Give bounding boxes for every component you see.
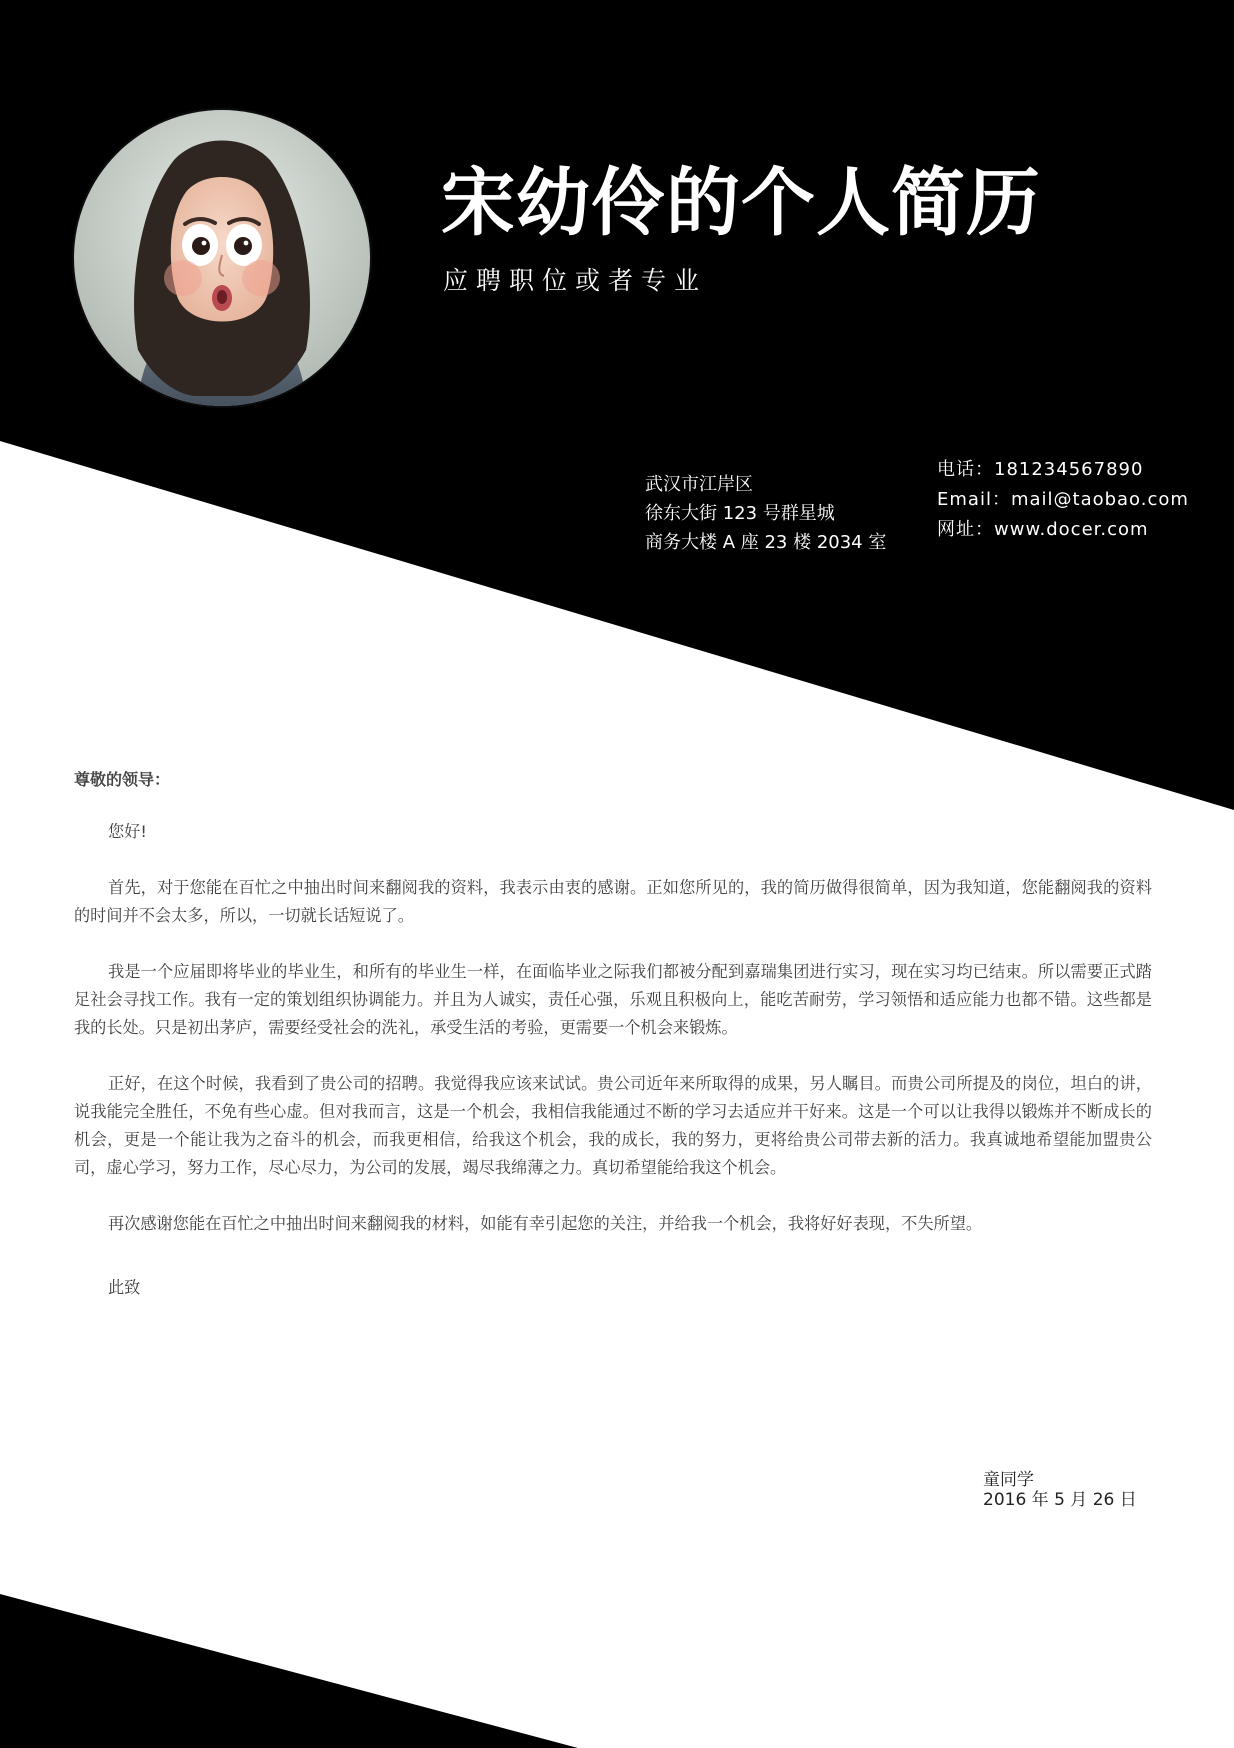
letter-closing: 此致 (108, 1278, 141, 1297)
signature-name: 童同学 (983, 1470, 1034, 1490)
letter-paragraph: 再次感谢您能在百忙之中抽出时间来翻阅我的材料，如能有幸引起您的关注，并给我一个机会，我将好好表现，不失所望。 (108, 1214, 983, 1233)
job-subtitle: 应聘职位或者专业 (443, 266, 708, 295)
address-block (645, 470, 886, 557)
signature-date: 2016 年 5 月 26 日 (983, 1490, 1137, 1510)
email-text: Email：mail@taobao.com (937, 489, 1189, 510)
page-title: 宋幼伶的个人简历 (441, 160, 1041, 246)
letter-paragraph: 首先，对于您能在百忙之中抽出时间来翻阅我的资料，我表示由衷的感谢。正如您所见的，我的简历做得很简单，因为我知道，您能翻阅我的资料的时间并不会太多，所以，一切就长话短说了。 (74, 878, 1152, 925)
phone-text: 电话：181234567890 (937, 459, 1144, 480)
contact-block (937, 455, 1189, 545)
website-text: 网址：www.docer.com (937, 519, 1149, 540)
letter-body (74, 818, 1152, 1266)
letter-greeting: 您好! (108, 822, 147, 841)
address-line: 商务大楼 A 座 23 楼 2034 室 (645, 532, 887, 553)
letter-salutation: 尊敬的领导： (74, 770, 171, 789)
signature-block (983, 1470, 1137, 1510)
portrait-photo (74, 110, 370, 406)
address-line: 徐东大街 123 号群星城 (645, 503, 835, 524)
profile-photo (74, 110, 370, 406)
address-line: 武汉市江岸区 (645, 474, 753, 495)
letter-paragraph: 正好，在这个时候，我看到了贵公司的招聘。我觉得我应该来试试。贵公司近年来所取得的成果，另人瞩目。而贵公司所提及的岗位，坦白的讲，说我能完全胜任，不免有些心虚。但对我而言，这是一个机会，我相信我能通过不断的学习去适应并干好来。这是一个可以让我得以锻炼并不断成长的机会，更是一个能让我为之奋斗的机会，而我更相信，给我这个机会，我的成长，我的努力，更将给贵公司带去新的活力。我真诚地希望能加盟贵公司，虚心学习，努力工作，尽心尽力，为公司的发展，竭尽我绵薄之力。真切希望能给我这个机会。 (74, 1074, 1152, 1177)
letter-paragraph: 我是一个应届即将毕业的毕业生，和所有的毕业生一样，在面临毕业之际我们都被分配到嘉瑞集团进行实习，现在实习均已结束。所以需要正式踏足社会寻找工作。我有一定的策划组织协调能力。并且为人诚实，责任心强，乐观且积极向上，能吃苦耐劳，学习领悟和适应能力也都不错。这些都是我的长处。只是初出茅庐，需要经受社会的洗礼，承受生活的考验，更需要一个机会来锻炼。 (74, 962, 1152, 1037)
